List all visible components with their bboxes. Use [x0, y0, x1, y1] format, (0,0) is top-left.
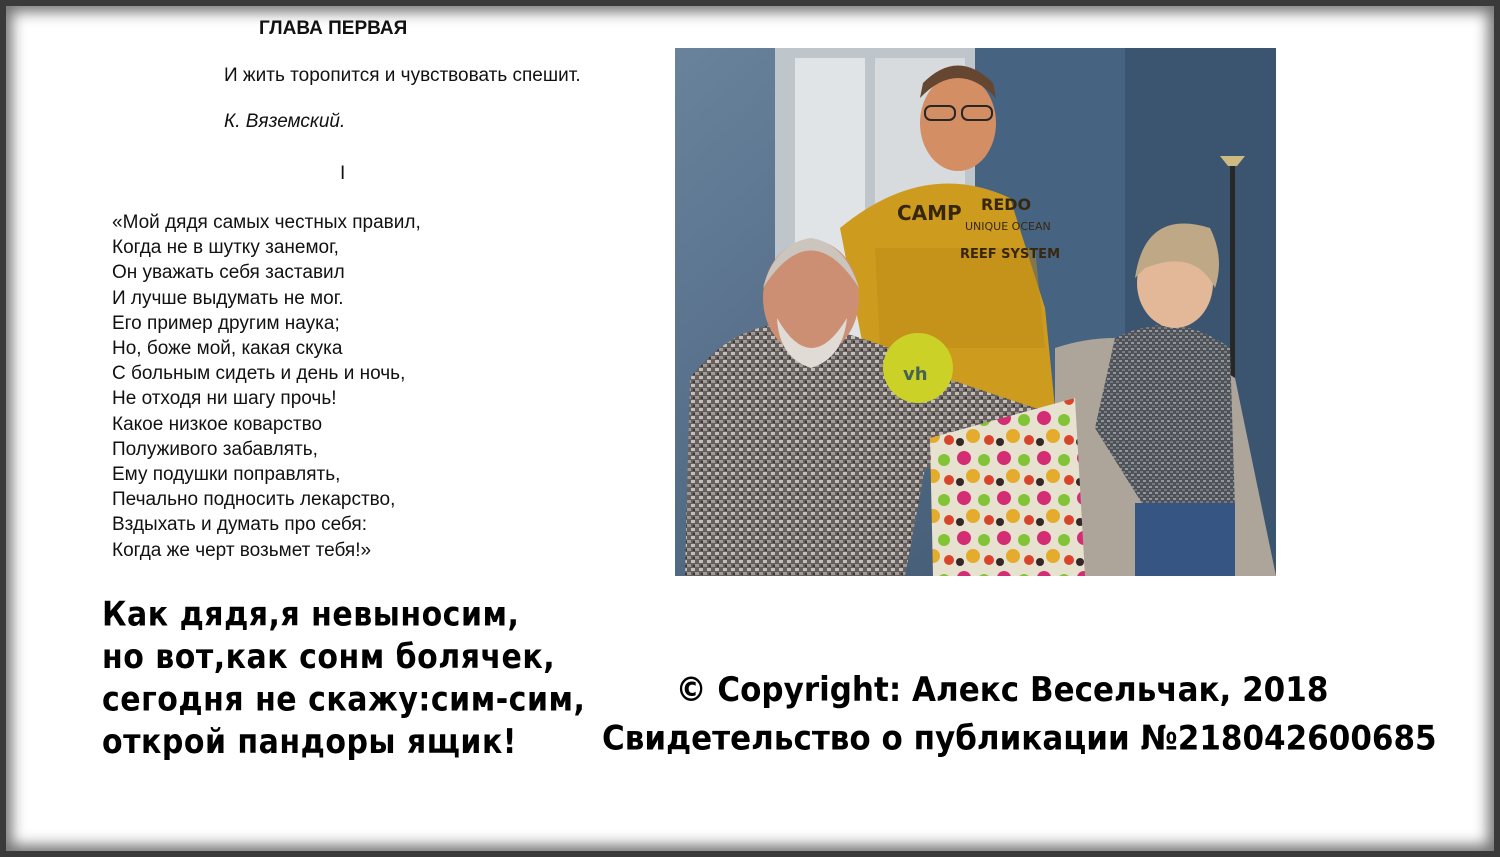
shirt-print: UNIQUE OCEAN: [965, 220, 1051, 233]
poem-line: Когда же черт возьмет тебя!»: [112, 539, 372, 561]
poem-stanza: [112, 210, 421, 563]
epigraph: И жить торопится и чувствовать спешит.: [224, 65, 581, 86]
verse-line: открой пандоры ящик!: [102, 722, 517, 762]
shirt-print: REEF SYSTEM: [960, 247, 1061, 262]
family-photo-illustration: [675, 48, 1276, 576]
poem-line: Но, боже мой, какая скука: [112, 338, 343, 360]
verse-line: Как дядя,я невыносим,: [102, 595, 520, 635]
shirt-print: REDO: [981, 195, 1032, 214]
poem-line: Не отходя ни шагу прочь!: [112, 388, 337, 410]
shirt-print: CAMP: [897, 201, 962, 225]
poem-line: И лучше выдумать не мог.: [112, 287, 344, 309]
poem-line: Его пример другим наука;: [112, 312, 340, 334]
chapter-title: ГЛАВА ПЕРВАЯ: [259, 18, 408, 39]
poem-line: Ему подушки поправлять,: [112, 464, 341, 486]
page: [6, 6, 1494, 851]
poem-line: С больным сидеть и день и ночь,: [112, 363, 406, 385]
family-photo: [675, 48, 1276, 576]
poem-line: Когда не в шутку занемог,: [112, 237, 339, 259]
verse-line: но вот,как сонм болячек,: [102, 637, 556, 677]
copyright-line: © Copyright: Алекс Весельчак, 2018: [675, 670, 1329, 710]
author-verse: [102, 594, 585, 764]
poem-line: Вздыхать и думать про себя:: [112, 514, 367, 536]
verse-line: сегодня не скажу:сим-сим,: [102, 680, 586, 720]
stanza-number: I: [340, 163, 346, 184]
poem-line: Какое низкое коварство: [112, 413, 323, 435]
poem-line: Печально подносить лекарство,: [112, 489, 396, 511]
poem-line: Он уважать себя заставил: [112, 262, 345, 284]
copyright-block: [602, 666, 1437, 763]
publication-certificate: Свидетельство о публикации №218042600685: [602, 718, 1437, 759]
epigraph-author: К. Вяземский.: [224, 111, 346, 132]
poem-line: Полуживого забавлять,: [112, 438, 318, 460]
ball-print: vh: [903, 364, 928, 385]
poem-line: «Мой дядя самых честных правил,: [112, 212, 421, 233]
